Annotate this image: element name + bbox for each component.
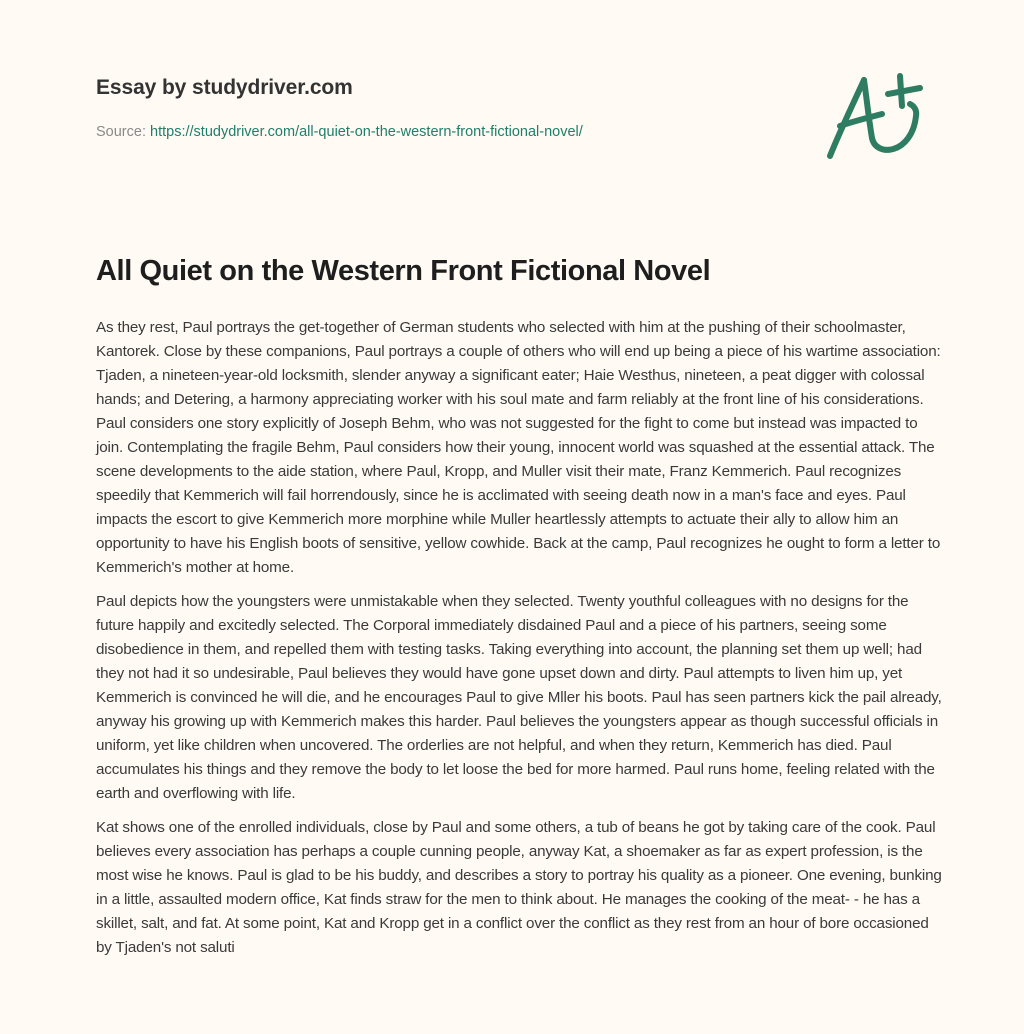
paragraph: Kat shows one of the enrolled individuals, close by Paul and some others, a tub of beans he got by taking care of the cook. Paul believes every association has perhaps a couple cunning people, anyway Kat, a shoemaker as far as expert profession, is the most wise he knows. Paul is glad to be his buddy, and describes a story to portray his quality as a pioneer. One evening, bunking in a little, assaulted modern office, Kat finds straw for the men to think about. He manages the cooking of the meat- - he has a skillet, salt, and fat. At some point, Kat and Kropp get in a conflict over the conflict as they rest from an hour of bore occasioned by Tjaden's not saluti	[96, 819, 942, 956]
essay-body	[96, 316, 942, 970]
source-link[interactable]: https://studydriver.com/all-quiet-on-the-western-front-fictional-novel/	[150, 124, 583, 140]
a-plus-grade-icon	[822, 66, 932, 166]
paragraph: Paul depicts how the youngsters were unmistakable when they selected. Twenty youthful colleagues with no designs for the future happily and excitedly selected. The Corporal immediately disdained Paul and a piece of his partners, seeing some disobedience in them, and repelled them with testing tasks. Taking everything into account, the planning set them up well; had they not had it so undesirable, Paul believes they would have gone upset down and dirty. Paul attempts to liven him up, yet Kemmerich is convinced he will die, and he encourages Paul to give Mller his boots. Paul has seen partners kick the pail already, anyway his growing up with Kemmerich makes this harder. Paul believes the youngsters appear as though successful officials in uniform, yet like children when uncovered. The orderlies are not helpful, and when they return, Kemmerich has died. Paul accumulates his things and they remove the body to let loose the bed for more harmed. Paul runs home, feeling related with the earth and overflowing with life.	[96, 593, 942, 802]
essay-header	[96, 76, 736, 140]
document-title: All Quiet on the Western Front Fictional Novel	[96, 255, 711, 287]
site-title: Essay by studydriver.com	[96, 76, 353, 99]
paragraph: As they rest, Paul portrays the get-together of German students who selected with him at the pushing of their schoolmaster, Kantorek. Close by these companions, Paul portrays a couple of others who will end up being a piece of his wartime association: Tjaden, a nineteen-year-old locksmith, slender anyway a significant eater; Haie Westhus, nineteen, a peat digger with colossal hands; and Detering, a harmony appreciating worker with his soul mate and farm reliably at the front line of his considerations. Paul considers one story explicitly of Joseph Behm, who was not suggested for the fight to come but instead was impacted to join. Contemplating the fragile Behm, Paul considers how their young, innocent world was squashed at the essential attack. The scene developments to the aide station, where Paul, Kropp, and Muller visit their mate, Franz Kemmerich. Paul recognizes speedily that Kemmerich will fail horrendously, since he is acclimated with seeing death now in a man's face and eyes. Paul impacts the escort to give Kemmerich more morphine while Muller heartlessly attempts to actuate their ally to allow him an opportunity to have his English boots of sensitive, yellow cowhide. Back at the camp, Paul recognizes he ought to form a letter to Kemmerich's mother at home.	[96, 319, 941, 576]
source-line	[96, 124, 736, 140]
source-label: Source:	[96, 124, 146, 140]
